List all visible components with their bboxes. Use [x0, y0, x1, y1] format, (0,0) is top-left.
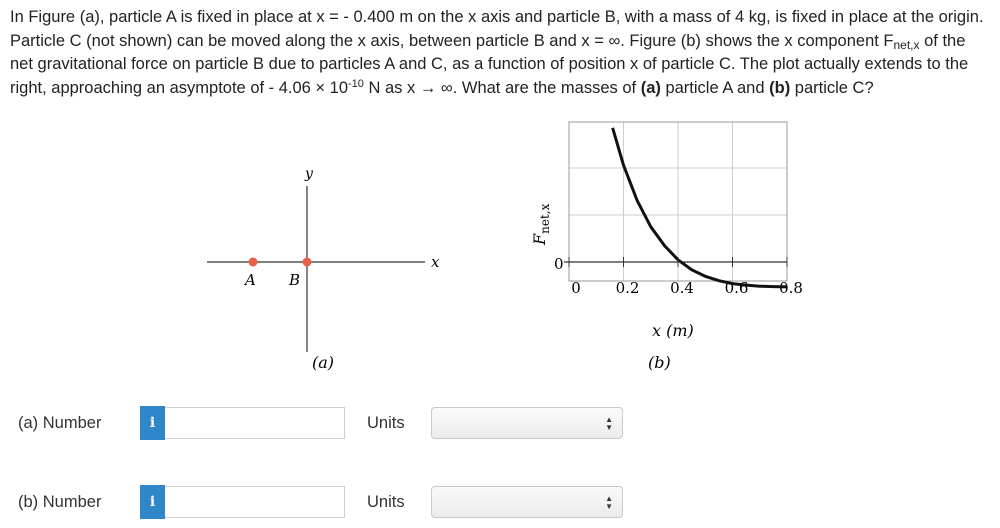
chart-grid — [569, 122, 787, 281]
problem-text-2: of the net gravitational force on particle B due to particles A and C, as a function of position x of particle C. The plot actually extends to the right, approaching an asymptote of - 4.06 × 10 — [10, 31, 969, 97]
select-arrows-icon: ▲ ▼ — [605, 415, 613, 432]
answer-a-label: (a) Number — [18, 413, 102, 432]
chart-y-zero-label: 0 — [554, 255, 564, 273]
particle-b — [303, 258, 312, 267]
x-tick-label: 0.6 — [724, 279, 749, 297]
chart-x-ticks — [569, 257, 803, 297]
chart-series-line — [613, 128, 787, 287]
units-a-label: Units — [367, 413, 405, 432]
svg-text:Fnet,x — [530, 203, 552, 246]
problem-superscript: -10 — [348, 77, 364, 90]
particle-a — [249, 258, 258, 267]
chart-y-label — [530, 203, 552, 246]
question-a-marker: (a) — [640, 78, 661, 97]
info-icon[interactable]: i — [140, 406, 165, 440]
units-b-label: Units — [367, 492, 405, 511]
figure-a-y-label: y — [305, 166, 313, 182]
answer-row-a — [18, 406, 623, 440]
figure-a-caption: (a) — [312, 353, 335, 372]
chart-y-label-sub: net,x — [538, 203, 552, 234]
question-b-marker: (b) — [769, 78, 791, 97]
chart-frame — [569, 122, 787, 281]
figure-a-x-label: x — [431, 253, 440, 271]
chart-y-label-main: F — [530, 233, 549, 245]
chart-x-label: x (m) — [652, 321, 694, 340]
problem-statement — [10, 6, 992, 100]
info-icon[interactable]: i — [140, 485, 165, 519]
problem-text-4: particle A and — [660, 78, 770, 97]
problem-text-3: N as x → ∞. What are the masses of — [363, 78, 641, 97]
answer-b-input[interactable] — [165, 486, 345, 518]
answer-row-b — [18, 485, 623, 519]
particle-a-label: A — [245, 271, 256, 289]
x-tick-label: 0.2 — [615, 279, 640, 297]
x-tick-label: 0 — [571, 279, 581, 297]
particle-b-label: B — [289, 271, 301, 289]
problem-subscript: net,x — [893, 37, 920, 52]
problem-text-1: In Figure (a), particle A is fixed in place at x = - 0.400 m on the x axis and particle B, with a mass of 4 kg, is fixed in place at the origin. Particle C (not shown) can be moved along the x axis, between particle B and x = ∞. Figure (b) shows the x component F — [10, 8, 984, 50]
x-tick-label: 0.8 — [779, 279, 803, 297]
units-a-select[interactable] — [431, 407, 623, 439]
problem-text-5: particle C? — [790, 78, 874, 97]
figure-b-caption: (b) — [648, 353, 671, 372]
units-b-select[interactable] — [431, 486, 623, 518]
select-arrows-icon: ▲ ▼ — [605, 494, 613, 511]
answer-b-label: (b) Number — [18, 492, 102, 511]
answer-a-input[interactable] — [165, 407, 345, 439]
x-tick-label: 0.4 — [670, 279, 694, 297]
